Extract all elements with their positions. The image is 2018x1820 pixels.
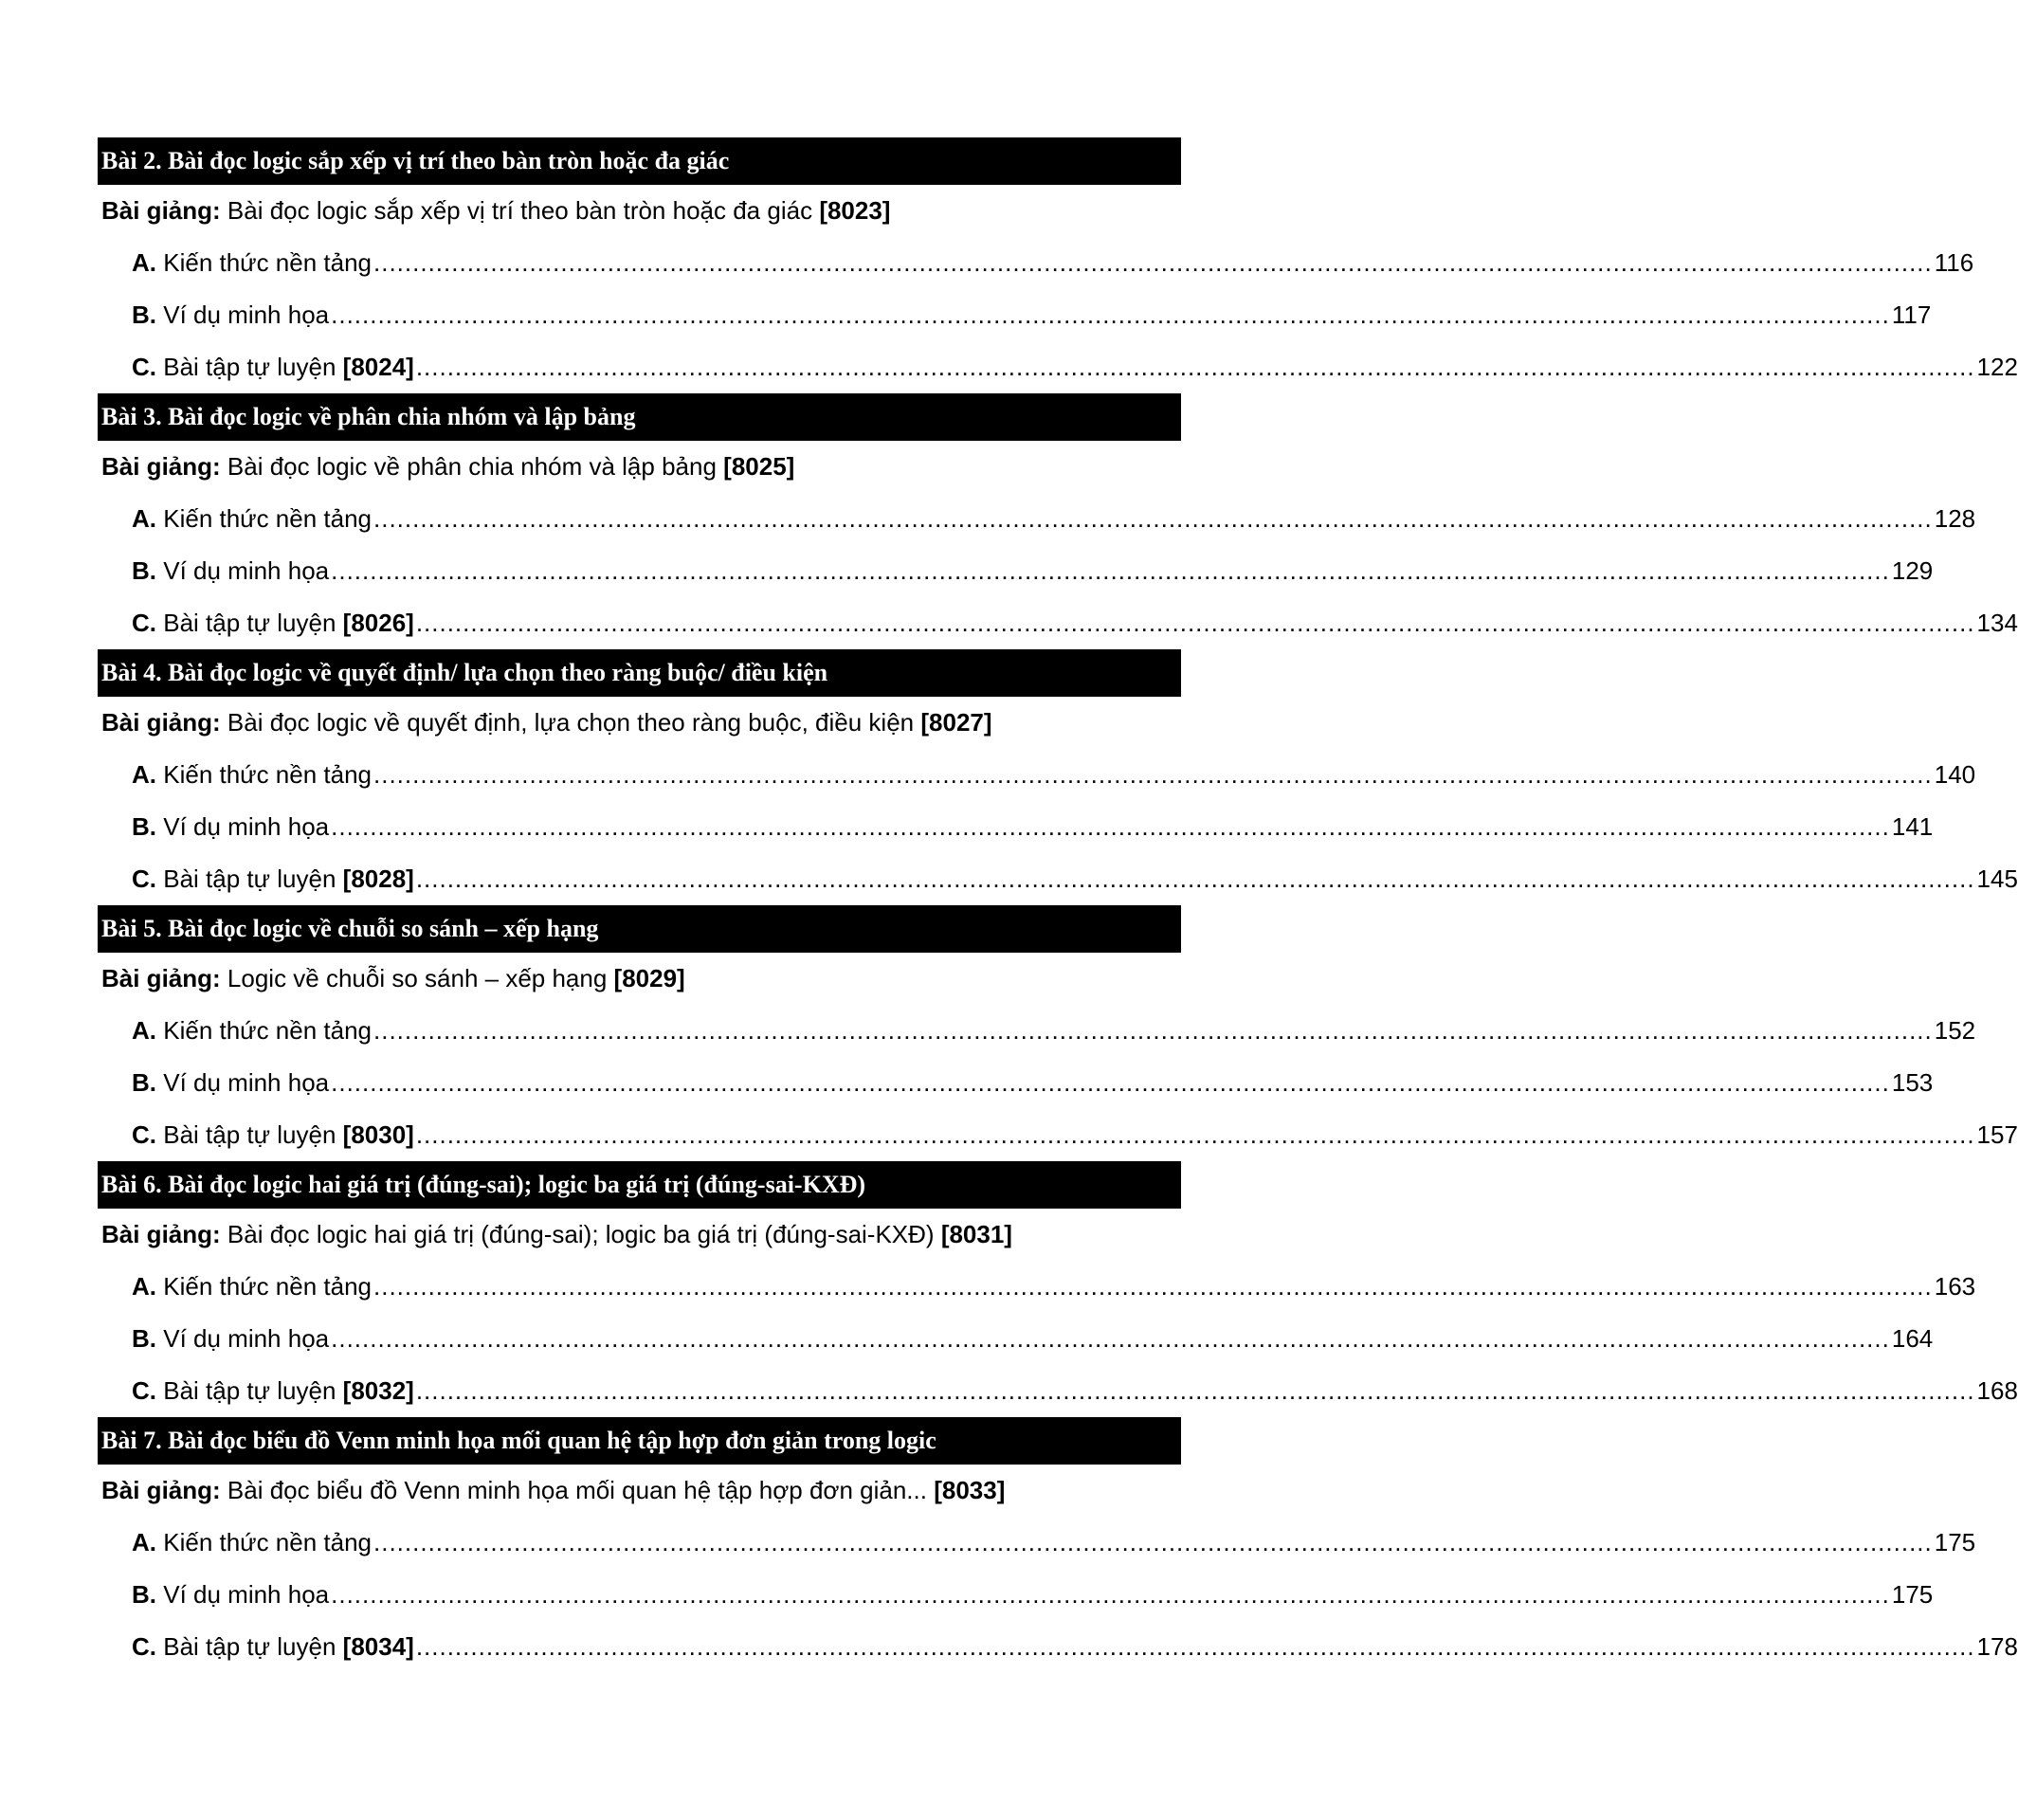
entry-letter: B. bbox=[132, 1068, 156, 1097]
toc-section bbox=[98, 137, 2018, 393]
entry-label bbox=[132, 597, 414, 649]
entry-page-number: 178 bbox=[1976, 1632, 2018, 1661]
lecture-prefix: Bài giảng: bbox=[101, 708, 221, 737]
dot-leader: ........................................................................................................................................................................................................ bbox=[373, 504, 1933, 533]
dot-leader: ........................................................................................................................................................................................................ bbox=[373, 1016, 1933, 1045]
entry-title: Bài tập tự luyện bbox=[163, 609, 336, 637]
lecture-prefix: Bài giảng: bbox=[101, 452, 221, 481]
entry-letter: C. bbox=[132, 1120, 156, 1149]
entry-page-number: 164 bbox=[1891, 1324, 1934, 1353]
entry-label bbox=[132, 493, 372, 545]
toc-section bbox=[98, 1417, 2018, 1673]
lecture-code: [8033] bbox=[934, 1476, 1006, 1504]
entry-title: Kiến thức nền tảng bbox=[163, 760, 373, 789]
entry-page-number: 129 bbox=[1891, 556, 1934, 585]
entry-label bbox=[132, 1569, 329, 1621]
entry-page-number: 122 bbox=[1976, 353, 2018, 381]
toc-entry[interactable] bbox=[98, 1517, 1976, 1569]
toc-section bbox=[98, 1161, 2018, 1417]
section-title-bar[interactable] bbox=[98, 1161, 1181, 1209]
dot-leader: ........................................................................................................................................................................................................ bbox=[331, 1068, 1890, 1097]
entry-label bbox=[132, 1517, 372, 1569]
entry-label bbox=[132, 1109, 414, 1161]
entry-letter: A. bbox=[132, 1272, 156, 1301]
lecture-title: Bài đọc logic sắp xếp vị trí theo bàn tròn hoặc đa giác bbox=[227, 196, 813, 225]
toc-entry[interactable] bbox=[98, 1005, 1976, 1057]
dot-leader: ........................................................................................................................................................................................................ bbox=[415, 1632, 1975, 1661]
entry-letter: A. bbox=[132, 248, 156, 277]
entry-title: Kiến thức nền tảng bbox=[163, 504, 373, 533]
entry-letter: C. bbox=[132, 609, 156, 637]
toc-entry[interactable] bbox=[98, 1313, 1934, 1365]
lecture-code: [8029] bbox=[613, 964, 685, 992]
entry-title: Ví dụ minh họa bbox=[163, 1324, 330, 1353]
entry-list bbox=[98, 237, 2018, 393]
dot-leader: ........................................................................................................................................................................................................ bbox=[373, 248, 1933, 277]
table-of-contents bbox=[98, 137, 2018, 1673]
toc-entry[interactable] bbox=[98, 1569, 1934, 1621]
entry-label bbox=[132, 1621, 414, 1673]
entry-letter: B. bbox=[132, 1324, 156, 1353]
entry-title: Ví dụ minh họa bbox=[163, 556, 330, 585]
lecture-title: Bài đọc biểu đồ Venn minh họa mối quan hệ tập hợp đơn giản... bbox=[227, 1476, 927, 1504]
entry-page-number: 140 bbox=[1934, 760, 1976, 789]
entry-label bbox=[132, 341, 414, 393]
lecture-line[interactable] bbox=[98, 697, 1181, 749]
toc-entry[interactable] bbox=[98, 597, 2018, 649]
toc-section bbox=[98, 649, 2018, 905]
entry-title: Ví dụ minh họa bbox=[163, 1580, 330, 1609]
entry-page-number: 175 bbox=[1891, 1580, 1934, 1609]
toc-entry[interactable] bbox=[98, 1109, 2018, 1161]
toc-entry[interactable] bbox=[98, 749, 1976, 801]
entry-title: Ví dụ minh họa bbox=[163, 812, 330, 841]
dot-leader: ........................................................................................................................................................................................................ bbox=[331, 300, 1890, 329]
entry-label bbox=[132, 749, 372, 801]
entry-list bbox=[98, 1517, 2018, 1673]
section-title: Bài 7. Bài đọc biểu đồ Venn minh họa mối quan hệ tập hợp đơn giản trong logic bbox=[101, 1427, 936, 1454]
entry-label bbox=[132, 1365, 414, 1417]
entry-label bbox=[132, 853, 414, 905]
entry-title: Bài tập tự luyện bbox=[163, 1376, 336, 1405]
entry-label bbox=[132, 801, 329, 853]
lecture-code: [8023] bbox=[819, 196, 891, 225]
dot-leader: ........................................................................................................................................................................................................ bbox=[331, 556, 1890, 585]
dot-leader: ........................................................................................................................................................................................................ bbox=[373, 760, 1933, 789]
lecture-line[interactable] bbox=[98, 1465, 1181, 1517]
entry-title: Ví dụ minh họa bbox=[163, 300, 330, 329]
section-title-bar[interactable] bbox=[98, 393, 1181, 441]
lecture-prefix: Bài giảng: bbox=[101, 1220, 221, 1248]
entry-letter: C. bbox=[132, 1376, 156, 1405]
dot-leader: ........................................................................................................................................................................................................ bbox=[415, 864, 1975, 893]
entry-letter: B. bbox=[132, 300, 156, 329]
entry-letter: A. bbox=[132, 504, 156, 533]
entry-list bbox=[98, 749, 2018, 905]
entry-letter: A. bbox=[132, 1016, 156, 1045]
entry-page-number: 117 bbox=[1891, 300, 1932, 329]
entry-page-number: 134 bbox=[1976, 609, 2018, 637]
entry-list bbox=[98, 493, 2018, 649]
entry-title: Kiến thức nền tảng bbox=[163, 1272, 373, 1301]
toc-entry[interactable] bbox=[98, 1621, 2018, 1673]
toc-section bbox=[98, 905, 2018, 1161]
toc-entry[interactable] bbox=[98, 493, 1976, 545]
entry-list bbox=[98, 1261, 2018, 1417]
section-title: Bài 2. Bài đọc logic sắp xếp vị trí theo bàn tròn hoặc đa giác bbox=[101, 147, 730, 174]
entry-code: [8028] bbox=[342, 864, 414, 893]
entry-label bbox=[132, 1261, 372, 1313]
section-title-bar[interactable] bbox=[98, 137, 1181, 185]
entry-code: [8030] bbox=[342, 1120, 414, 1149]
toc-entry[interactable] bbox=[98, 545, 1934, 597]
entry-code: [8024] bbox=[342, 353, 414, 381]
entry-label bbox=[132, 1057, 329, 1109]
entry-label bbox=[132, 289, 329, 341]
entry-title: Ví dụ minh họa bbox=[163, 1068, 330, 1097]
lecture-line[interactable] bbox=[98, 1209, 1181, 1261]
toc-entry[interactable] bbox=[98, 1261, 1976, 1313]
entry-letter: A. bbox=[132, 1528, 156, 1556]
section-title-bar[interactable] bbox=[98, 905, 1181, 953]
entry-letter: C. bbox=[132, 353, 156, 381]
entry-title: Kiến thức nền tảng bbox=[163, 1528, 373, 1556]
lecture-line[interactable] bbox=[98, 185, 1181, 237]
lecture-line[interactable] bbox=[98, 441, 1181, 493]
dot-leader: ........................................................................................................................................................................................................ bbox=[331, 812, 1890, 841]
entry-label bbox=[132, 1005, 372, 1057]
lecture-prefix: Bài giảng: bbox=[101, 1476, 221, 1504]
entry-letter: B. bbox=[132, 556, 156, 585]
entry-title: Kiến thức nền tảng bbox=[163, 1016, 373, 1045]
dot-leader: ........................................................................................................................................................................................................ bbox=[415, 353, 1975, 381]
entry-label bbox=[132, 545, 329, 597]
entry-code: [8032] bbox=[342, 1376, 414, 1405]
section-title: Bài 4. Bài đọc logic về quyết định/ lựa chọn theo ràng buộc/ điều kiện bbox=[101, 659, 828, 686]
lecture-title: Bài đọc logic về phân chia nhóm và lập bảng bbox=[227, 452, 717, 481]
section-title: Bài 6. Bài đọc logic hai giá trị (đúng-sai); logic ba giá trị (đúng-sai-KXĐ) bbox=[101, 1171, 866, 1198]
entry-letter: C. bbox=[132, 864, 156, 893]
lecture-code: [8025] bbox=[723, 452, 795, 481]
dot-leader: ........................................................................................................................................................................................................ bbox=[373, 1528, 1933, 1556]
entry-title: Bài tập tự luyện bbox=[163, 353, 336, 381]
toc-entry[interactable] bbox=[98, 801, 1934, 853]
toc-entry[interactable] bbox=[98, 1365, 2018, 1417]
lecture-line[interactable] bbox=[98, 953, 1181, 1005]
entry-page-number: 163 bbox=[1934, 1272, 1976, 1301]
lecture-code: [8031] bbox=[940, 1220, 1012, 1248]
entry-title: Bài tập tự luyện bbox=[163, 1632, 336, 1661]
lecture-prefix: Bài giảng: bbox=[101, 196, 221, 225]
section-title: Bài 5. Bài đọc logic về chuỗi so sánh – xếp hạng bbox=[101, 915, 599, 942]
entry-title: Kiến thức nền tảng bbox=[163, 248, 373, 277]
lecture-code: [8027] bbox=[920, 708, 992, 737]
section-title-bar[interactable] bbox=[98, 649, 1181, 697]
lecture-title: Bài đọc logic hai giá trị (đúng-sai); logic ba giá trị (đúng-sai-KXĐ) bbox=[227, 1220, 935, 1248]
lecture-title: Logic về chuỗi so sánh – xếp hạng bbox=[227, 964, 608, 992]
dot-leader: ........................................................................................................................................................................................................ bbox=[415, 609, 1975, 637]
entry-letter: A. bbox=[132, 760, 156, 789]
entry-letter: C. bbox=[132, 1632, 156, 1661]
entry-page-number: 157 bbox=[1976, 1120, 2018, 1149]
entry-page-number: 116 bbox=[1934, 248, 1974, 277]
dot-leader: ........................................................................................................................................................................................................ bbox=[415, 1120, 1975, 1149]
entry-title: Bài tập tự luyện bbox=[163, 864, 336, 893]
entry-page-number: 153 bbox=[1891, 1068, 1934, 1097]
lecture-title: Bài đọc logic về quyết định, lựa chọn theo ràng buộc, điều kiện bbox=[227, 708, 915, 737]
entry-page-number: 175 bbox=[1934, 1528, 1976, 1556]
section-title-bar[interactable] bbox=[98, 1417, 1181, 1465]
entry-page-number: 152 bbox=[1934, 1016, 1976, 1045]
entry-code: [8034] bbox=[342, 1632, 414, 1661]
toc-entry[interactable] bbox=[98, 237, 1974, 289]
entry-letter: B. bbox=[132, 812, 156, 841]
entry-page-number: 168 bbox=[1976, 1376, 2018, 1405]
toc-entry[interactable] bbox=[98, 853, 2018, 905]
dot-leader: ........................................................................................................................................................................................................ bbox=[331, 1324, 1890, 1353]
dot-leader: ........................................................................................................................................................................................................ bbox=[331, 1580, 1890, 1609]
toc-entry[interactable] bbox=[98, 1057, 1934, 1109]
toc-entry[interactable] bbox=[98, 289, 1932, 341]
dot-leader: ........................................................................................................................................................................................................ bbox=[415, 1376, 1975, 1405]
entry-letter: B. bbox=[132, 1580, 156, 1609]
entry-label bbox=[132, 237, 372, 289]
section-title: Bài 3. Bài đọc logic về phân chia nhóm và lập bảng bbox=[101, 403, 636, 430]
entry-list bbox=[98, 1005, 2018, 1161]
toc-section bbox=[98, 393, 2018, 649]
dot-leader: ........................................................................................................................................................................................................ bbox=[373, 1272, 1933, 1301]
entry-code: [8026] bbox=[342, 609, 414, 637]
toc-entry[interactable] bbox=[98, 341, 2018, 393]
lecture-prefix: Bài giảng: bbox=[101, 964, 221, 992]
entry-title: Bài tập tự luyện bbox=[163, 1120, 336, 1149]
entry-label bbox=[132, 1313, 329, 1365]
entry-page-number: 141 bbox=[1891, 812, 1934, 841]
entry-page-number: 128 bbox=[1934, 504, 1976, 533]
entry-page-number: 145 bbox=[1976, 864, 2018, 893]
